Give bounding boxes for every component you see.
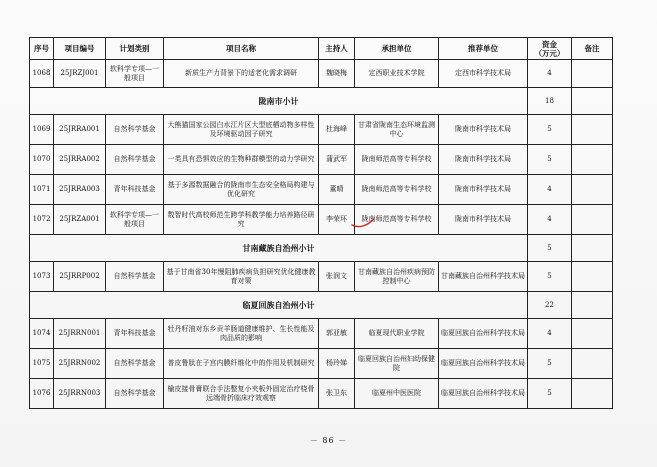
cell-name: 一类具有恐惧效应的生物种群模型的动力学研究	[164, 145, 319, 175]
cell-note	[572, 145, 613, 175]
cell-code: 25JRRN001	[54, 319, 106, 349]
cell-leader: 杜海峰	[319, 115, 355, 145]
subtotal-title: 甘南藏族自治州小计	[30, 235, 528, 262]
cell-note	[572, 379, 613, 409]
cell-code: 25JRRP002	[54, 262, 106, 292]
header-funds: 资金 （万元）	[528, 38, 572, 60]
cell-recommender: 临夏回族自治州科学技术局	[439, 319, 528, 349]
cell-funds: 4	[528, 175, 572, 205]
cell-note	[572, 292, 613, 319]
cell-unit: 陇南师范高等专科学校	[355, 205, 439, 235]
cell-unit: 陇南师范高等专科学校	[355, 145, 439, 175]
cell-unit: 临夏回族自治州妇幼保健院	[355, 349, 439, 379]
subtotal-title: 陇南市小计	[30, 88, 528, 115]
subtotal-row	[30, 88, 613, 115]
cell-funds: 4	[528, 205, 572, 235]
cell-no: 1072	[30, 205, 54, 235]
cell-note	[572, 349, 613, 379]
cell-recommender: 甘南藏族自治州科学技术局	[439, 262, 528, 292]
header-no: 序号	[30, 38, 54, 60]
cell-code: 25JRRA001	[54, 115, 106, 145]
cell-name: 新质生产力背景下的适老化需求调研	[164, 60, 319, 88]
cell-funds: 5	[528, 145, 572, 175]
page-number: － 86 －	[309, 436, 348, 445]
cell-funds: 5	[528, 349, 572, 379]
cell-name: 基于甘南省30年慢阻肺疾病负担研究优化健康教育对策	[164, 262, 319, 292]
cell-category: 软科学专项—一般项目	[106, 205, 164, 235]
cell-funds: 5	[528, 262, 572, 292]
table-row	[30, 262, 613, 292]
cell-leader: 张润文	[319, 262, 355, 292]
cell-note	[572, 175, 613, 205]
cell-category: 青年科技基金	[106, 175, 164, 205]
cell-leader: 杨玲娣	[319, 349, 355, 379]
table-row	[30, 145, 613, 175]
table-row	[30, 205, 613, 235]
table-row	[30, 349, 613, 379]
cell-recommender: 陇南市科学技术局	[439, 115, 528, 145]
header-leader: 主持人	[319, 38, 355, 60]
cell-no: 1068	[30, 60, 54, 88]
cell-name: 普皮鲁肽在子宫内膜纤维化中的作用及机制研究	[164, 349, 319, 379]
cell-code: 25JRRA002	[54, 145, 106, 175]
cell-note	[572, 205, 613, 235]
cell-category: 青年科技基金	[106, 319, 164, 349]
cell-name: 数智时代高校师范生跨学科教学能力培养路径研究	[164, 205, 319, 235]
cell-recommender: 陇南市科学技术局	[439, 145, 528, 175]
cell-no: 1075	[30, 349, 54, 379]
header-code: 项目编号	[54, 38, 106, 60]
cell-leader: 张卫东	[319, 379, 355, 409]
header-note: 备注	[572, 38, 613, 60]
cell-leader: 郭亚敏	[319, 319, 355, 349]
cell-unit: 陇南师范高等专科学校	[355, 175, 439, 205]
table-row	[30, 115, 613, 145]
cell-unit: 临夏现代职业学院	[355, 319, 439, 349]
cell-note	[572, 88, 613, 115]
subtotal-row	[30, 235, 613, 262]
cell-name: 榆皮接骨膏联合手法整复小夹板外固定治疗桡骨远端骨折临床疗效观察	[164, 379, 319, 409]
table-row	[30, 175, 613, 205]
cell-code: 25JRRA003	[54, 175, 106, 205]
cell-name: 基于多源数据融合的陇南市生态安全格局构建与优化研究	[164, 175, 319, 205]
cell-category: 软科学专项—一般项目	[106, 60, 164, 88]
cell-category: 自然科学基金	[106, 262, 164, 292]
cell-category: 自然科学基金	[106, 379, 164, 409]
cell-no: 1069	[30, 115, 54, 145]
cell-note	[572, 60, 613, 88]
cell-unit: 甘肃省陇南生态环境监测中心	[355, 115, 439, 145]
table-row	[30, 60, 613, 88]
subtotal-row	[30, 292, 613, 319]
cell-note	[572, 235, 613, 262]
header-category: 计划类别	[106, 38, 164, 60]
cell-no: 1074	[30, 319, 54, 349]
cell-unit: 甘南藏族自治州疾病预防控制中心	[355, 262, 439, 292]
cell-recommender: 陇南市科学技术局	[439, 175, 528, 205]
cell-code: 25JRRN003	[54, 379, 106, 409]
cell-leader: 魏晓梅	[319, 60, 355, 88]
cell-category: 自然科学基金	[106, 349, 164, 379]
cell-name: 大熊猫国家公园白水江片区大型底栖动物多样性及环境驱动因子研究	[164, 115, 319, 145]
cell-unit: 临夏州中医医院	[355, 379, 439, 409]
cell-recommender: 定西市科学技术局	[439, 60, 528, 88]
header-unit: 承担单位	[355, 38, 439, 60]
subtotal-funds: 22	[528, 292, 572, 319]
header-recommender: 推荐单位	[439, 38, 528, 60]
table-row	[30, 379, 613, 409]
cell-recommender: 陇南市科学技术局	[439, 205, 528, 235]
cell-funds: 4	[528, 60, 572, 88]
subtotal-funds: 5	[528, 235, 572, 262]
cell-recommender: 临夏回族自治州科学技术局	[439, 349, 528, 379]
cell-funds: 5	[528, 115, 572, 145]
cell-no: 1070	[30, 145, 54, 175]
cell-category: 自然科学基金	[106, 115, 164, 145]
cell-no: 1076	[30, 379, 54, 409]
cell-note	[572, 319, 613, 349]
cell-code: 25JRZA001	[54, 205, 106, 235]
cell-funds: 4	[528, 319, 572, 349]
cell-note	[572, 115, 613, 145]
cell-no: 1073	[30, 262, 54, 292]
cell-leader: 董晴	[319, 175, 355, 205]
table-header-row	[30, 38, 613, 60]
cell-code: 25JRRN002	[54, 349, 106, 379]
cell-category: 自然科学基金	[106, 145, 164, 175]
cell-unit: 定西职业技术学院	[355, 60, 439, 88]
cell-no: 1071	[30, 175, 54, 205]
cell-leader: 李荣环	[319, 205, 355, 235]
cell-leader: 蒲武军	[319, 145, 355, 175]
cell-code: 25JRZJ001	[54, 60, 106, 88]
table-row	[30, 319, 613, 349]
subtotal-funds: 18	[528, 88, 572, 115]
subtotal-title: 临夏回族自治州小计	[30, 292, 528, 319]
handwritten-mark	[350, 216, 376, 228]
cell-name: 牡丹籽油对东乡贡羊肠道健康维护、生长性能及肉品质的影响	[164, 319, 319, 349]
header-name: 项目名称	[164, 38, 319, 60]
cell-recommender: 临夏回族自治州科学技术局	[439, 379, 528, 409]
project-table	[29, 37, 613, 409]
cell-funds: 5	[528, 379, 572, 409]
cell-note	[572, 262, 613, 292]
